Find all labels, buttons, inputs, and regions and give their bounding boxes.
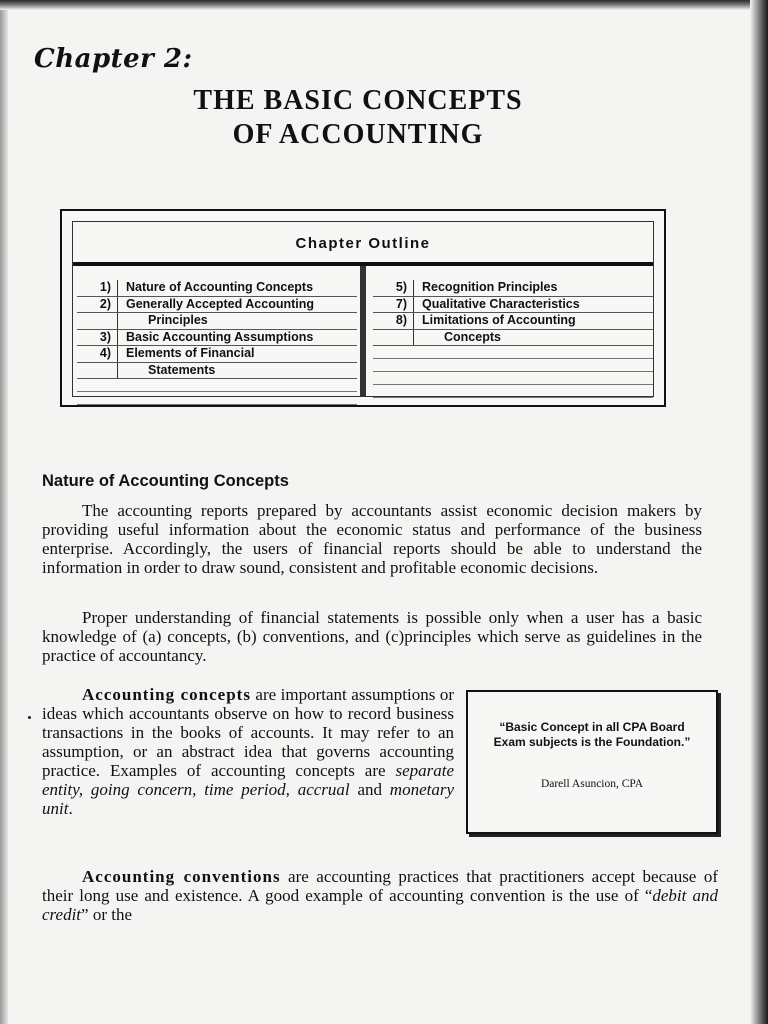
outline-item <box>77 346 357 363</box>
chapter-title <box>0 84 716 152</box>
outline-item-text: Qualitative Characteristics <box>422 296 580 311</box>
outline-item-number: 8) <box>373 313 414 329</box>
paragraph-3 <box>42 685 454 818</box>
outline-item-text: Elements of Financial <box>126 346 255 360</box>
paragraph-4-text: are accounting practices that practitioners accept because of their long use and existence. A good example of accounting convention is the use of “ <box>42 867 718 905</box>
outline-item-text: Basic Accounting Assumptions <box>126 329 314 344</box>
paragraph-3-example-last: monetary unit <box>42 780 455 818</box>
outline-item-text: Generally Accepted Accounting <box>126 296 315 311</box>
outline-left-column <box>77 280 357 405</box>
quote-text: “Basic Concept in all CPA Board Exam subjects is the Foundation.” <box>493 720 691 749</box>
outline-item-number <box>373 330 414 346</box>
outline-column-divider <box>360 266 366 396</box>
outline-item-number: 2) <box>77 297 118 313</box>
outline-blank-row <box>373 359 653 372</box>
term-accounting-conventions: Accounting conventions <box>82 867 281 886</box>
outline-item-text: Statements <box>148 362 216 377</box>
chapter-outline-inner <box>72 221 654 397</box>
outline-item <box>373 313 653 330</box>
outline-item <box>77 330 357 347</box>
outline-item-text: Limitations of Accounting <box>422 313 576 327</box>
outline-item <box>373 330 653 347</box>
chapter-label: Chapter 2: <box>34 44 193 74</box>
outline-item <box>77 363 357 380</box>
outline-item-number <box>77 313 118 329</box>
outline-item <box>77 297 357 314</box>
outline-item <box>373 297 653 314</box>
paragraph-3-examples: separate entity, going concern, time period, accrual <box>42 761 454 799</box>
outline-right-column <box>373 280 653 398</box>
page-edge-top <box>0 0 768 10</box>
outline-blank-row <box>77 379 357 392</box>
page-edge-left <box>0 0 8 1024</box>
outline-blank-row <box>77 392 357 405</box>
outline-item-text: Nature of Accounting Concepts <box>126 280 314 294</box>
outline-item <box>77 313 357 330</box>
quote-author: Darell Asuncion, CPA <box>540 778 644 790</box>
outline-item-number: 7) <box>373 297 414 313</box>
paragraph-4 <box>42 867 718 924</box>
outline-item-text: Principles <box>148 313 208 327</box>
paragraph-4-end: ” or the <box>81 905 133 924</box>
outline-item-number: 3) <box>77 330 118 346</box>
page-edge-right <box>750 0 768 1024</box>
outline-item-text: Recognition Principles <box>422 280 558 294</box>
outline-blank-row <box>373 346 653 359</box>
outline-item-number <box>77 363 118 379</box>
outline-item <box>77 280 357 297</box>
paragraph-2: Proper understanding of financial statements is possible only when a user has a basic knowledge of (a) concepts, (b) conventions, and (c)principles which serve as guidelines in the practice of accountancy. <box>42 608 702 665</box>
outline-item-text: Concepts <box>444 329 501 344</box>
paragraph-3-text: are important assumptions or ideas which accountants observe on how to record business transactions in the books of accounts. It may refer to an assumption, or an abstract idea that governs accounting practice. Examples of accounting concepts are <box>42 685 454 780</box>
outline-item-number: 5) <box>373 280 414 296</box>
outline-item-number: 1) <box>77 280 118 296</box>
outline-item-number: 4) <box>77 346 118 362</box>
paragraph-3-end: . <box>68 799 73 818</box>
outline-blank-row <box>373 385 653 398</box>
outline-item <box>373 280 653 297</box>
chapter-title-line1: THE BASIC CONCEPTS <box>193 85 523 116</box>
chapter-title-line2: OF ACCOUNTING <box>232 119 484 150</box>
section-heading: Nature of Accounting Concepts <box>42 472 289 490</box>
paragraph-1: The accounting reports prepared by accountants assist economic decision makers by providing useful information about the economic status and performance of the business enterprise. Accordingly, the users of financial reports should be able to understand the information in order to draw sound, consistent and profitable economic decisions. <box>42 501 702 577</box>
paragraph-4-debit-credit: debit and credit <box>42 886 718 924</box>
quote-box <box>466 690 718 834</box>
margin-dot <box>28 716 31 719</box>
term-accounting-concepts: Accounting concepts <box>82 685 251 704</box>
outline-blank-row <box>373 372 653 385</box>
chapter-outline-heading: Chapter Outline <box>73 222 653 266</box>
chapter-outline-box <box>60 209 666 407</box>
paragraph-3-and: and <box>349 780 390 799</box>
